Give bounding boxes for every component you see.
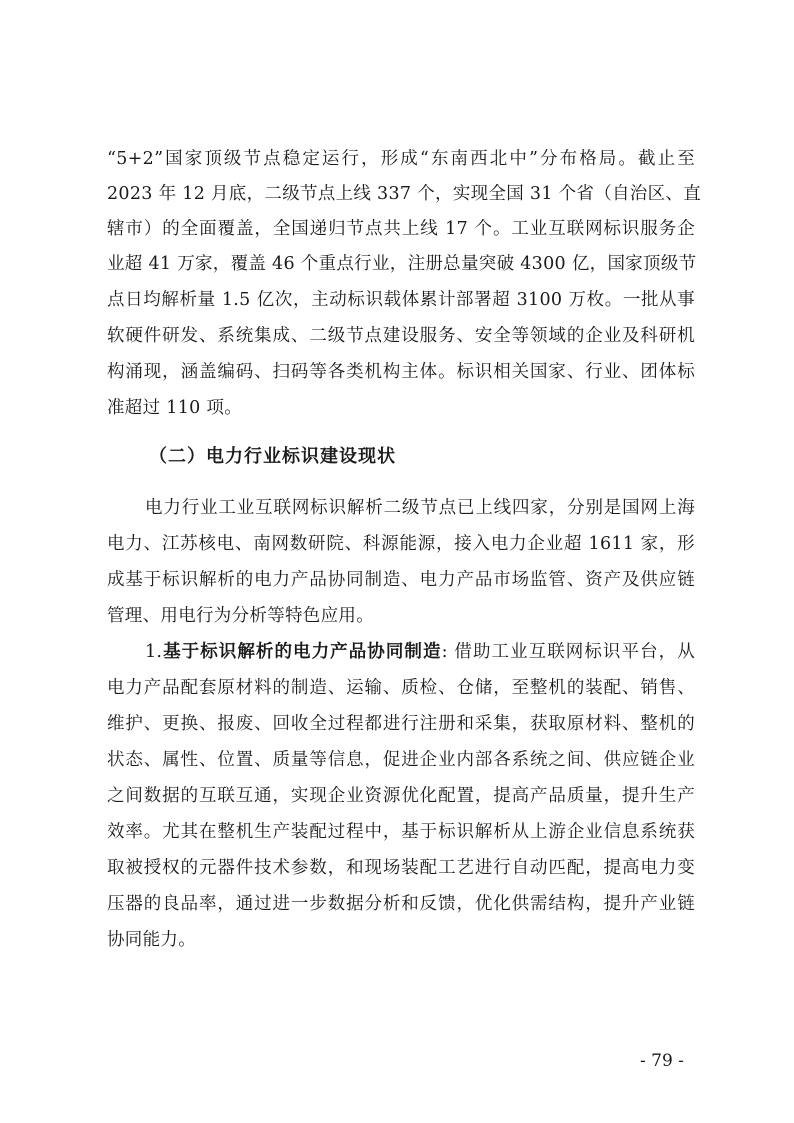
paragraph-3-line-7: 取被授权的元器件技术参数，和现场装配工艺进行自动匹配，提高电力变 <box>107 858 695 878</box>
paragraph-3-line-2: 电力产品配套原材料的制造、运输、质检、仓储，至整机的装配、销售、 <box>107 678 695 698</box>
page-number: - 79 - <box>640 1051 684 1071</box>
paragraph-1-line-7: 构涌现，涵盖编码、扫码等各类机构主体。标识相关国家、行业、团体标 <box>107 362 695 382</box>
paragraph-3-bold-title: 基于标识解析的电力产品协同制造 <box>162 642 442 662</box>
paragraph-1-line-4: 业超 41 万家，覆盖 46 个重点行业，注册总量突破 4300 亿，国家顶级节 <box>107 254 697 274</box>
paragraph-1-line-2: 2023 年 12 月底，二级节点上线 337 个，实现全国 31 个省（自治区、直 <box>107 184 702 204</box>
paragraph-2-line-3: 成基于标识解析的电力产品协同制造、电力产品市场监管、资产及供应链 <box>107 570 695 590</box>
paragraph-1-line-8: 准超过 110 项。 <box>107 398 243 418</box>
paragraph-1-line-1: “5+2”国家顶级节点稳定运行，形成“东南西北中”分布格局。截止至 <box>107 149 695 169</box>
paragraph-2-line-1: 电力行业工业互联网标识解析二级节点已上线四家，分别是国网上海 <box>145 498 695 518</box>
paragraph-3-line-9: 协同能力。 <box>107 930 196 950</box>
paragraph-3-first-line-rest: : 借助工业互联网标识平台，从 <box>441 642 696 662</box>
paragraph-3-line-3: 维护、更换、报废、回收全过程都进行注册和采集，获取原材料、整机的 <box>107 714 695 734</box>
paragraph-3-line-5: 之间数据的互联互通，实现企业资源优化配置，提高产品质量，提升生产 <box>107 786 695 806</box>
paragraph-3-number: 1. <box>145 642 163 662</box>
paragraph-3-line-4: 状态、属性、位置、质量等信息，促进企业内部各系统之间、供应链企业 <box>107 750 695 770</box>
paragraph-2-line-4: 管理、用电行为分析等特色应用。 <box>107 606 374 626</box>
paragraph-1-line-6: 软硬件研发、系统集成、二级节点建设服务、安全等领域的企业及科研机 <box>107 326 695 346</box>
paragraph-3-line-1 <box>145 638 695 663</box>
paragraph-3-line-6: 效率。尤其在整机生产装配过程中，基于标识解析从上游企业信息系统获 <box>107 822 695 842</box>
paragraph-1-line-3: 辖市）的全面覆盖，全国递归节点共上线 17 个。工业互联网标识服务企 <box>107 219 695 239</box>
section-heading: （二）电力行业标识建设现状 <box>149 446 396 467</box>
paragraph-2-line-2: 电力、江苏核电、南网数研院、科源能源，接入电力企业超 1611 家，形 <box>107 534 695 554</box>
paragraph-1-line-5: 点日均解析量 1.5 亿次，主动标识载体累计部署超 3100 万枚。一批从事 <box>107 290 695 310</box>
paragraph-3-line-8: 压器的良品率，通过进一步数据分析和反馈，优化供需结构，提升产业链 <box>107 894 695 914</box>
